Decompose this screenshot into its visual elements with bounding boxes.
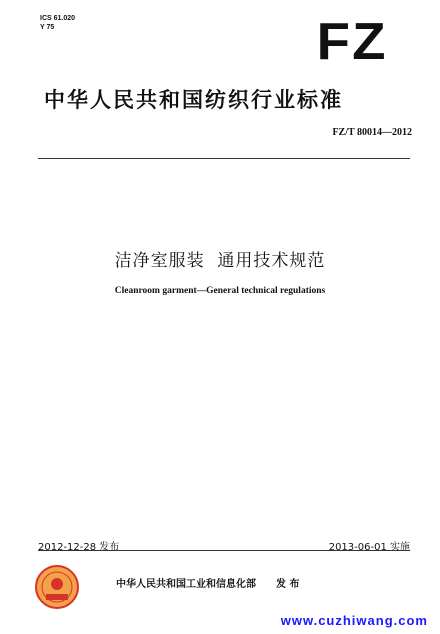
issue-date: 2012-12-28 发布: [38, 542, 120, 553]
implement-date: 2013-06-01 实施: [328, 542, 410, 553]
document-title-en: Cleanroom garment—General technical regulations: [114, 286, 326, 296]
standard-title: 中华人民共和国纺织行业标准: [44, 88, 343, 112]
publisher-name: 中华人民共和国工业和信息化部: [116, 579, 256, 590]
anti-counterfeit-seal-icon: [34, 564, 80, 610]
document-title-cn: 洁净室服装 通用技术规范: [114, 251, 326, 271]
class-code: Y 75: [40, 24, 55, 31]
top-divider: [38, 158, 410, 159]
bottom-divider: [38, 550, 410, 551]
website-watermark: www.cuzhiwang.com: [280, 613, 428, 628]
publish-label: 发 布: [276, 579, 300, 590]
standard-number: FZ/T 80014—2012: [332, 127, 412, 138]
publisher-line: [116, 575, 299, 590]
classification-codes: [40, 14, 75, 32]
fz-logo: FZ: [317, 13, 388, 71]
ics-code: ICS 61.020: [40, 15, 76, 22]
